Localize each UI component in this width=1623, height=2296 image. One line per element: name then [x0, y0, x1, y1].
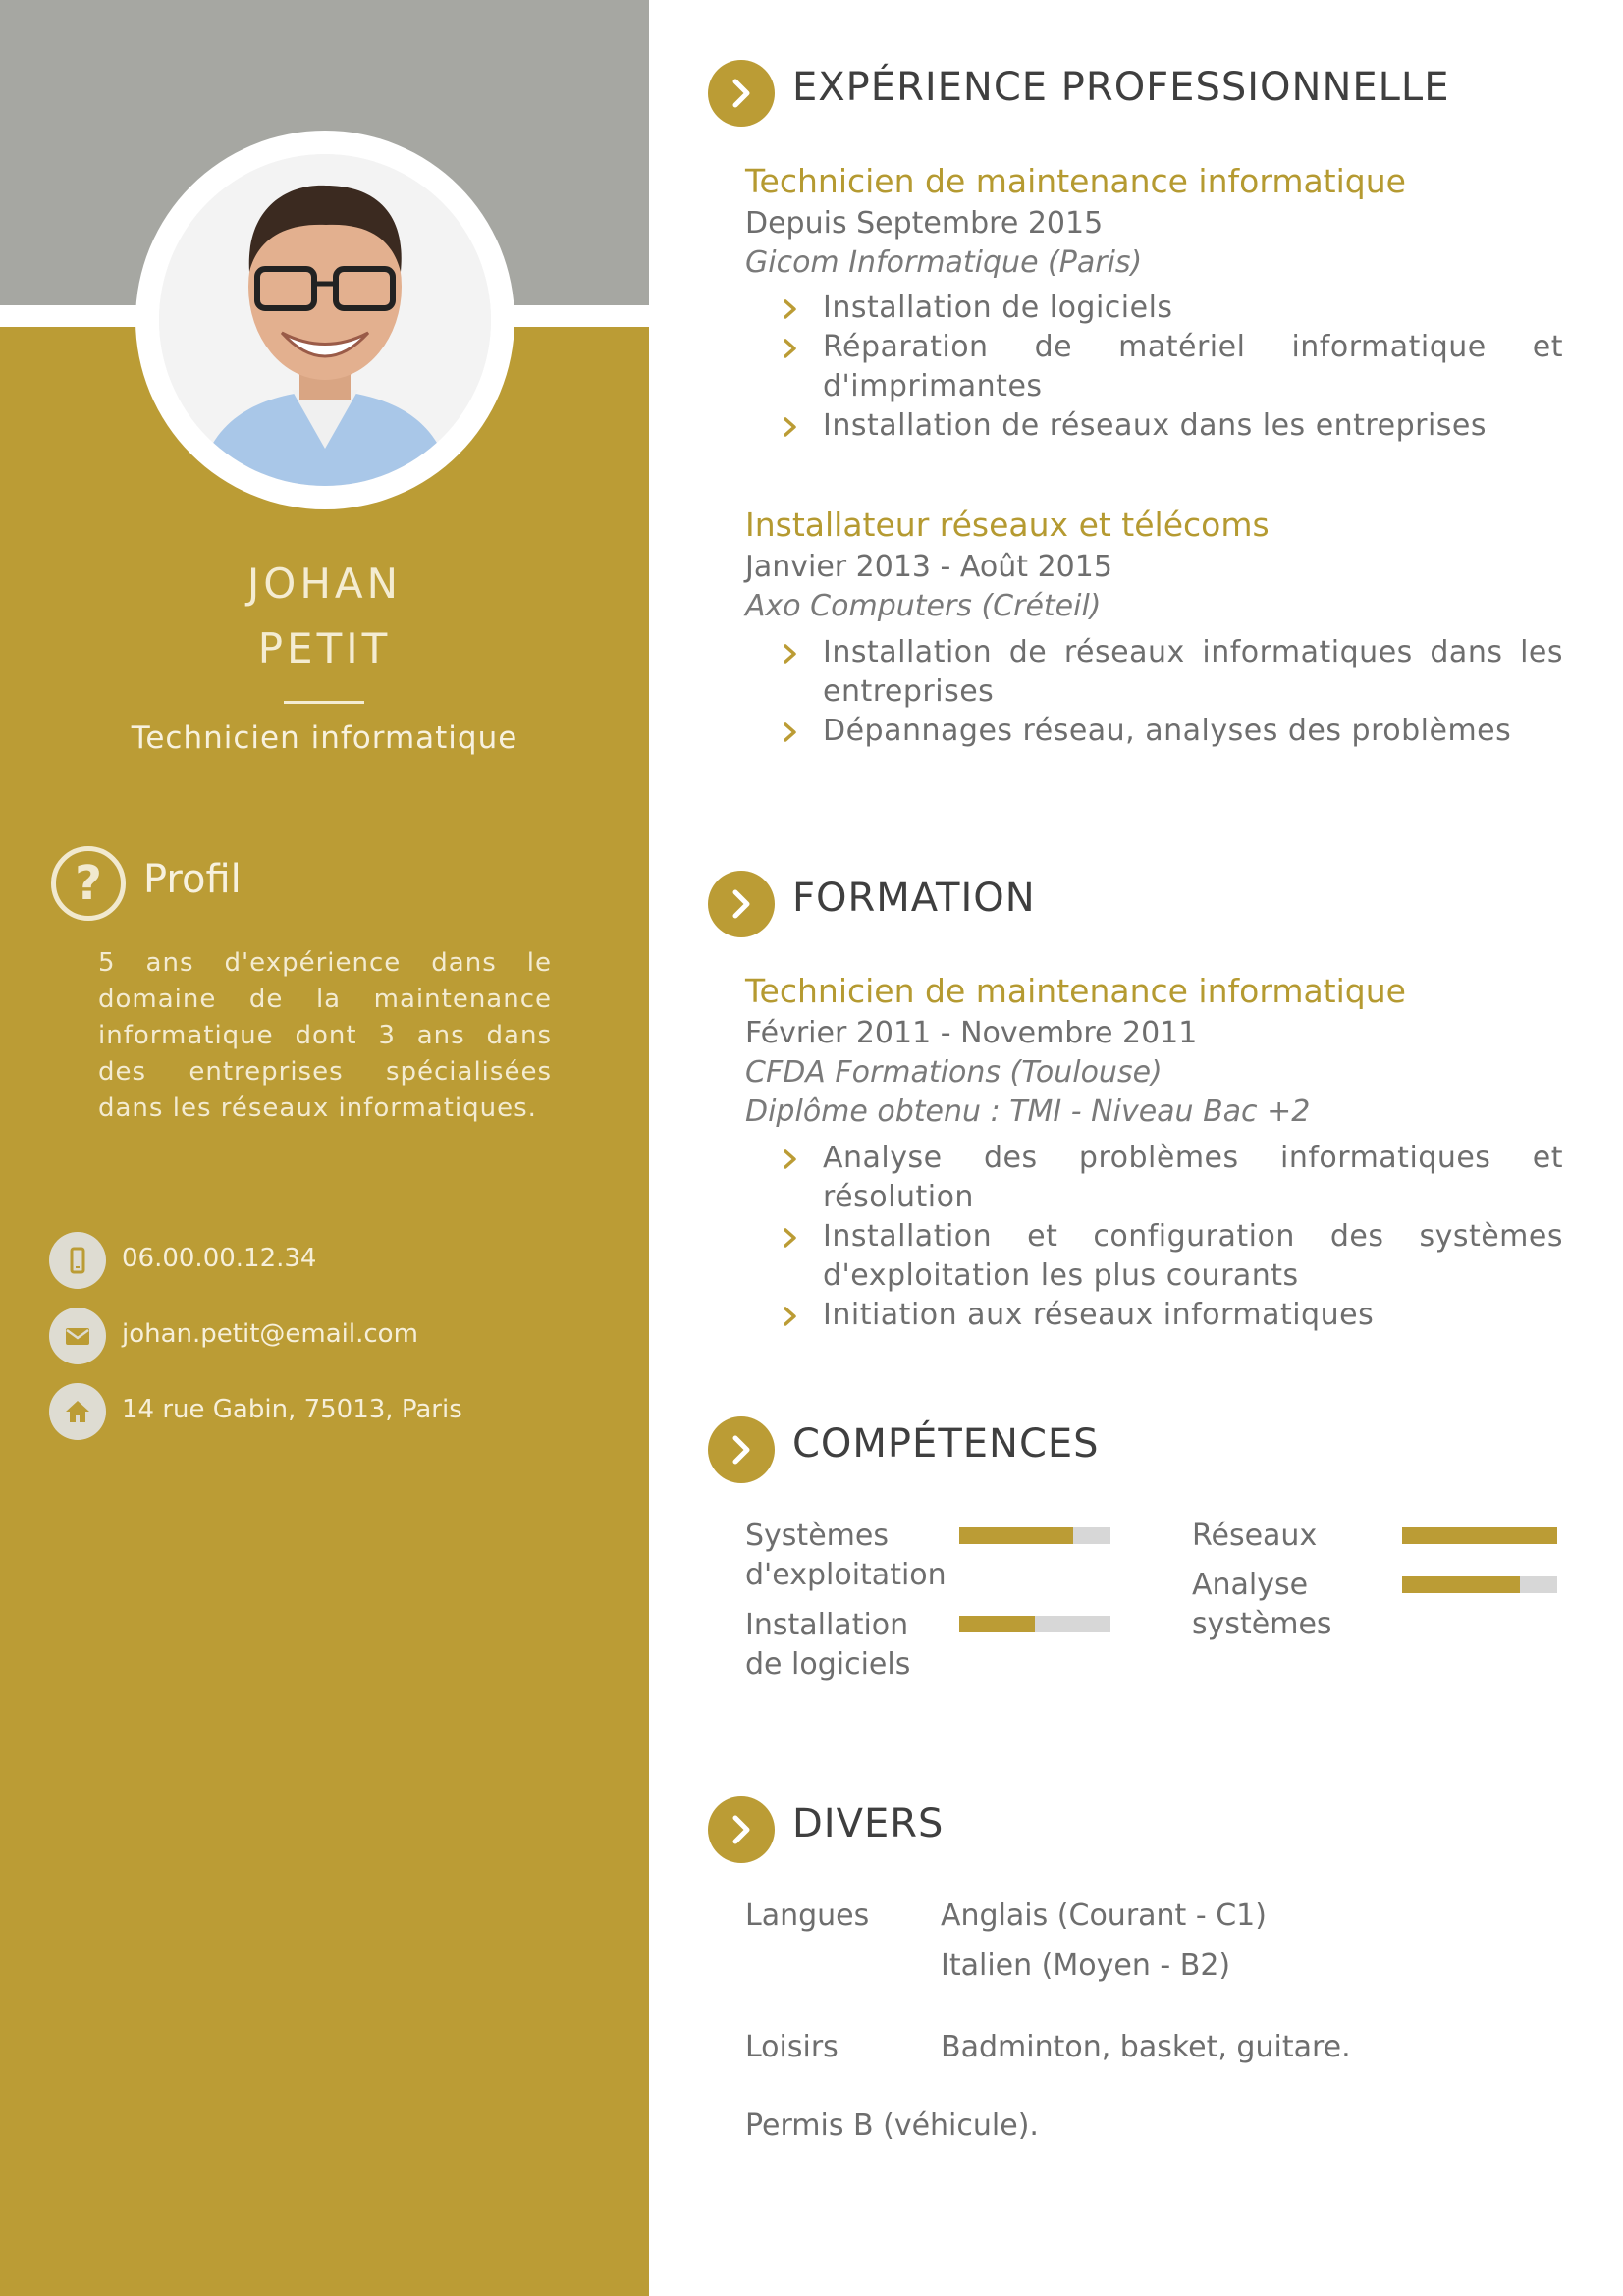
list-item: Installation de réseaux dans les entreprises [783, 406, 1563, 446]
job-tasks-1 [783, 289, 1563, 446]
skill-label-software: Installation de logiciels [745, 1608, 911, 1682]
job-company-2: Axo Computers (Créteil) [745, 589, 1102, 623]
contact-phone-text: 06.00.00.12.34 [122, 1244, 317, 1273]
name-divider [284, 701, 364, 704]
language-1: Anglais (Courant - C1) [941, 1898, 1267, 1933]
contact-phone [49, 1232, 619, 1291]
skill-label-network: Réseaux [1192, 1519, 1318, 1553]
job-title-2: Installateur réseaux et télécoms [745, 506, 1270, 544]
chevron-right-icon [783, 1306, 798, 1327]
chevron-right-icon [708, 1796, 775, 1863]
skill-bar-fill [1402, 1576, 1520, 1593]
phone-icon [49, 1232, 106, 1289]
skill-label-os: Systèmes d'exploitation [745, 1519, 947, 1592]
education-school: CFDA Formations (Toulouse) [745, 1055, 1163, 1090]
list-item: Installation de réseaux informatiques dans les entreprises [783, 633, 1563, 712]
chevron-right-icon [783, 416, 798, 438]
chevron-right-icon [783, 298, 798, 320]
avatar-photo [159, 154, 491, 486]
list-item: Analyse des problèmes informatiques et résolution [783, 1139, 1563, 1217]
profile-heading: Profil [143, 857, 242, 902]
home-icon [49, 1383, 106, 1440]
education-diploma: Diplôme obtenu : TMI - Niveau Bac +2 [745, 1095, 1311, 1129]
job-tasks-2 [783, 633, 1563, 751]
driving-license: Permis B (véhicule). [745, 2109, 1039, 2143]
first-name: JOHAN [246, 560, 403, 608]
list-item: Initiation aux réseaux informatiques [783, 1296, 1563, 1335]
chevron-right-icon [783, 721, 798, 743]
chevron-right-icon [783, 1148, 798, 1170]
job-date-2: Janvier 2013 - Août 2015 [745, 550, 1112, 584]
hobbies-label: Loisirs [745, 2030, 839, 2064]
skill-bar-os [959, 1527, 1110, 1544]
skill-label-analysis: Analyse systèmes [1192, 1568, 1332, 1641]
job-date-1: Depuis Septembre 2015 [745, 206, 1104, 240]
sidebar [0, 0, 649, 2296]
language-2: Italien (Moyen - B2) [941, 1949, 1231, 1983]
education-degree: Technicien de maintenance informatique [745, 972, 1406, 1010]
contact-email-text: johan.petit@email.com [122, 1319, 418, 1349]
job-title-1: Technicien de maintenance informatique [745, 162, 1406, 200]
list-item: Installation et configuration des systèmes d'exploitation les plus courants [783, 1217, 1563, 1296]
languages-label: Langues [745, 1898, 870, 1933]
chevron-right-icon [708, 60, 775, 127]
skills-title: COMPÉTENCES [792, 1421, 1100, 1467]
contact-address [49, 1383, 619, 1442]
last-name: PETIT [257, 624, 392, 672]
job-company-1: Gicom Informatique (Paris) [745, 245, 1143, 280]
contact-address-text: 14 rue Gabin, 75013, Paris [122, 1395, 462, 1424]
skill-bar-software [959, 1616, 1110, 1632]
list-item: Dépannages réseau, analyses des problèmes [783, 712, 1563, 751]
mail-icon [49, 1308, 106, 1364]
education-date: Février 2011 - Novembre 2011 [745, 1016, 1198, 1050]
list-item: Installation de logiciels [783, 289, 1563, 328]
skill-bar-analysis [1402, 1576, 1557, 1593]
skill-bar-fill [1402, 1527, 1557, 1544]
question-icon: ? [51, 846, 126, 921]
experience-title: EXPÉRIENCE PROFESSIONNELLE [792, 65, 1450, 110]
chevron-right-icon [783, 1227, 798, 1249]
misc-title: DIVERS [792, 1801, 945, 1846]
skill-bar-network [1402, 1527, 1557, 1544]
list-item: Réparation de matériel informatique et d'imprimantes [783, 328, 1563, 406]
contact-email [49, 1308, 619, 1366]
hobbies-value: Badminton, basket, guitare. [941, 2030, 1351, 2064]
chevron-right-icon [708, 871, 775, 937]
chevron-right-icon [783, 643, 798, 665]
job-title: Technicien informatique [131, 721, 518, 756]
profile-text: 5 ans d'expérience dans le domaine de la maintenance informatique dont 3 ans dans des entreprises spécialisées dans les réseaux informatiques. [98, 948, 552, 1123]
chevron-right-icon [783, 338, 798, 359]
skill-bar-fill [959, 1527, 1073, 1544]
chevron-right-icon [708, 1416, 775, 1483]
avatar [159, 154, 491, 486]
education-title: FORMATION [792, 876, 1036, 921]
skill-bar-fill [959, 1616, 1035, 1632]
education-topics [783, 1139, 1563, 1335]
